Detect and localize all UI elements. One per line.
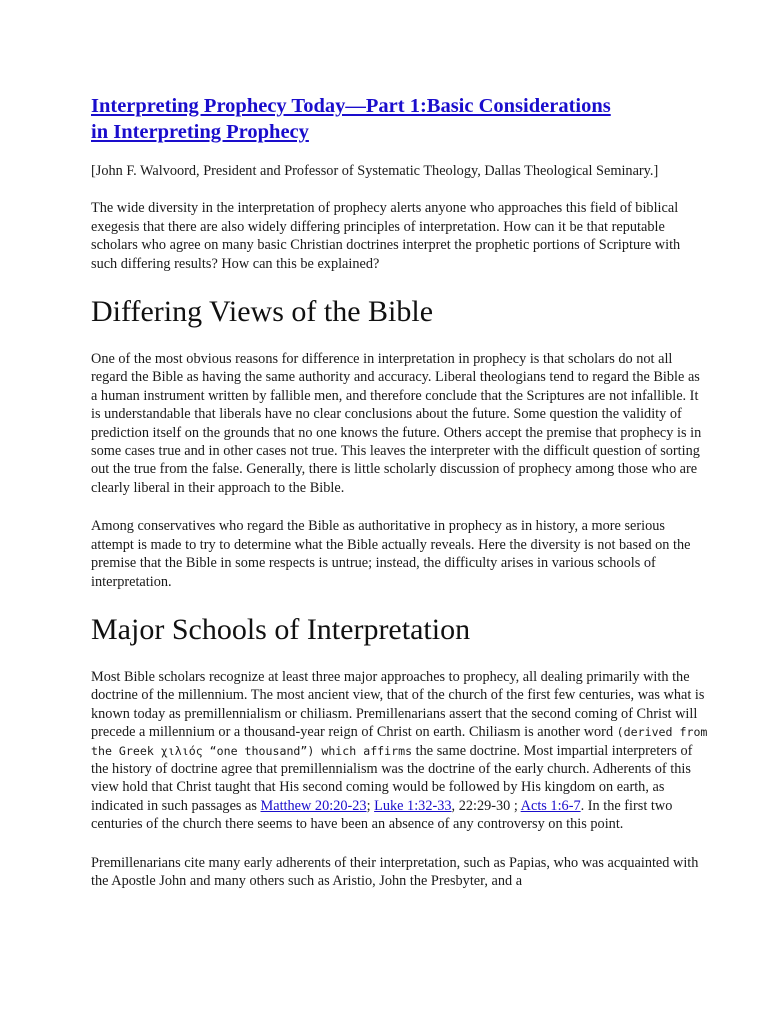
- section-heading-major-schools: Major Schools of Interpretation: [91, 612, 471, 646]
- article-title-line-2: in Interpreting Prophecy: [91, 121, 309, 143]
- paragraph-text: the same doctrine. Most impartial interpreters of the history of doctrine agree that premillennialism was the doctrine of the early church. Adherents of this view hold that Christ taught that His second coming would be followed by His kingdom on earth, as indicated in such passages as: [91, 742, 693, 814]
- separator-text: , 22:29-30 ;: [451, 797, 521, 814]
- greek-derivation-text: (derived from the Greek χιλιός “one thousand”) which affirms: [91, 725, 708, 758]
- intro-paragraph: The wide diversity in the interpretation of prophecy alerts anyone who approaches this field of biblical exegesis that there are also widely differing principles of interpretation. How can it be that reputable scholars who agree on many basic Christian doctrines interpret the prophetic portions of Scripture with such differing results? How can this be explained?: [91, 200, 681, 272]
- major-schools-paragraph-1: [91, 668, 708, 834]
- article-title-link[interactable]: [91, 93, 708, 145]
- separator-text: ;: [366, 797, 375, 814]
- paragraph-text: Most Bible scholars recognize at least three major approaches to prophecy, all dealing primarily with the doctrine of the millennium. The most ancient view, that of the church of the first few centuries, was what is known today as premillennialism or chiliasm. Premillenarians assert that the second coming of Christ will precede a millennium or a thousand-year reign of Christ on earth. Chiliasm is another word: [91, 668, 705, 741]
- scripture-link-luke[interactable]: Luke 1:32-33: [374, 797, 452, 814]
- major-schools-paragraph-2: Premillenarians cite many early adherents of their interpretation, such as Papias, who was acquainted with the Apostle John and many others such as Aristio, John the Presbyter, and a: [91, 854, 699, 889]
- differing-views-paragraph-1: One of the most obvious reasons for difference in interpretation in prophecy is that scholars do not all regard the Bible as having the same authority and accuracy. Liberal theologians tend to regard the Bible as a human instrument written by fallible men, and therefore conclude that the Scriptures are not infallible. It is understandable that liberals have no clear conclusions about the future. Some question the validity of prediction itself on the grounds that no one knows the future. Others accept the premise that prophecy is in some cases true and in other cases not true. This leaves the interpreter with the difficult question of sorting out the true from the false. Generally, there is little scholarly discussion of prophecy among those who are clearly liberal in their approach to the Bible.: [91, 351, 702, 496]
- scripture-link-matthew[interactable]: Matthew 20:20-23: [260, 797, 367, 814]
- scripture-link-acts[interactable]: Acts 1:6-7: [520, 797, 581, 814]
- differing-views-paragraph-2: Among conservatives who regard the Bible as authoritative in prophecy as in history, a more serious attempt is made to try to determine what the Bible actually reveals. Here the diversity is not based on the premise that the Bible in some respects is untrue; instead, the difficulty arises in various schools of interpretation.: [91, 518, 691, 590]
- article-title-line-1: Interpreting Prophecy Today—Part 1:Basic Considerations: [91, 95, 611, 117]
- paragraph-text: . In the first two centuries of the church there seems to have been an absence of any controversy on this point.: [91, 797, 673, 833]
- author-byline: [John F. Walvoord, President and Professor of Systematic Theology, Dallas Theological Seminary.]: [91, 163, 659, 179]
- section-heading-differing-views: Differing Views of the Bible: [91, 295, 434, 329]
